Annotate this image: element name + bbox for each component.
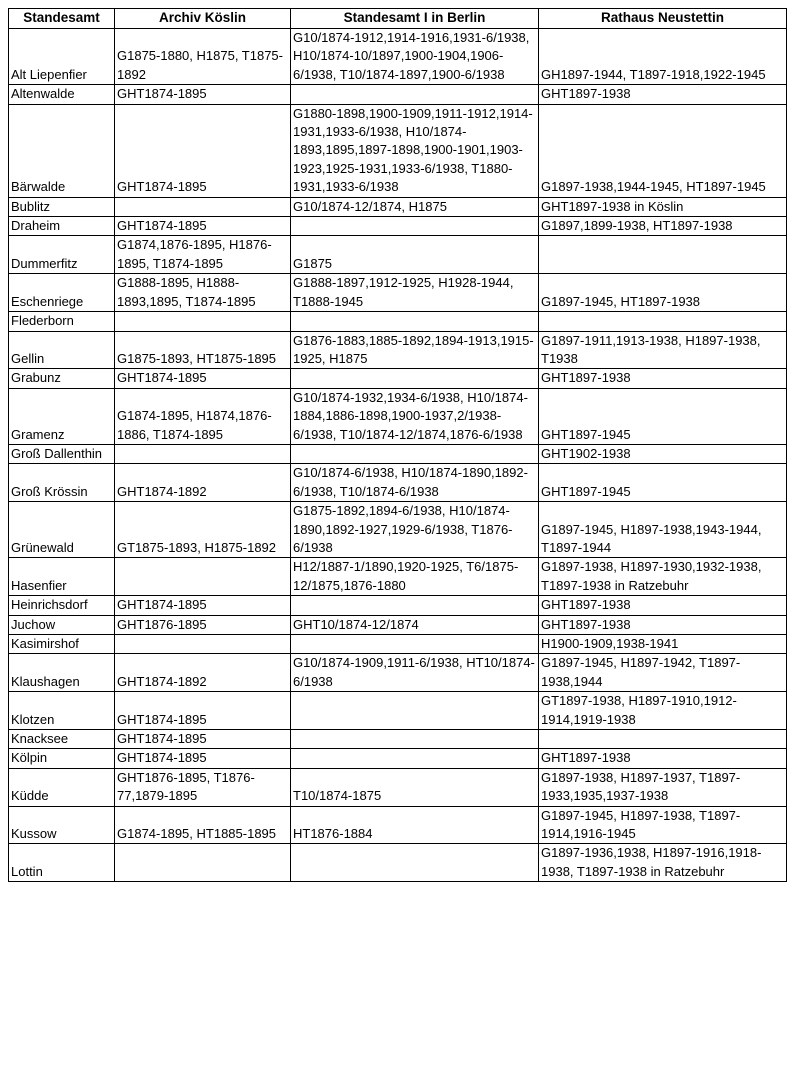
cell-standesamt-berlin: G10/1874-1909,1911-6/1938, HT10/1874-6/1938 (291, 654, 539, 692)
cell-archiv-koeslin: GHT1874-1895 (115, 749, 291, 768)
cell-rathaus-neustettin: G1897-1938, H1897-1930,1932-1938, T1897-1938 in Ratzebuhr (539, 558, 787, 596)
table-row (9, 558, 787, 596)
cell-standesamt-berlin (291, 692, 539, 730)
table-row (9, 85, 787, 104)
cell-standesamt-berlin (291, 596, 539, 615)
cell-rathaus-neustettin: GHT1897-1938 (539, 596, 787, 615)
cell-standesamt-berlin: G10/1874-12/1874, H1875 (291, 197, 539, 216)
table-row (9, 274, 787, 312)
cell-rathaus-neustettin (539, 730, 787, 749)
table-row (9, 104, 787, 197)
cell-standesamt: Küdde (9, 768, 115, 806)
table-row (9, 236, 787, 274)
civil-registry-table (8, 8, 787, 882)
cell-rathaus-neustettin: GHT1902-1938 (539, 444, 787, 463)
cell-standesamt: Groß Dallenthin (9, 444, 115, 463)
cell-standesamt-berlin: G1880-1898,1900-1909,1911-1912,1914-1931,1933-6/1938, H10/1874-1893,1895,1897-1898,1900-1901,1903-1923,1925-1931,1933-6/1938, T1880-1931,1933-6/1938 (291, 104, 539, 197)
cell-standesamt-berlin: G10/1874-6/1938, H10/1874-1890,1892-6/1938, T10/1874-6/1938 (291, 464, 539, 502)
table-row (9, 806, 787, 844)
cell-standesamt-berlin: G10/1874-1932,1934-6/1938, H10/1874-1884,1886-1898,1900-1937,2/1938-6/1938, T10/1874-12/1874,1876-6/1938 (291, 388, 539, 444)
table-row (9, 217, 787, 236)
cell-standesamt-berlin: G10/1874-1912,1914-1916,1931-6/1938, H10/1874-10/1897,1900-1904,1906-6/1938, T10/1874-1897,1900-6/1938 (291, 29, 539, 85)
table-row (9, 312, 787, 331)
cell-standesamt-berlin (291, 85, 539, 104)
cell-archiv-koeslin (115, 558, 291, 596)
table-row (9, 197, 787, 216)
cell-rathaus-neustettin: GH1897-1944, T1897-1918,1922-1945 (539, 29, 787, 85)
cell-standesamt: Dummerfitz (9, 236, 115, 274)
cell-archiv-koeslin: G1874,1876-1895, H1876-1895, T1874-1895 (115, 236, 291, 274)
cell-rathaus-neustettin: G1897,1899-1938, HT1897-1938 (539, 217, 787, 236)
cell-rathaus-neustettin: GHT1897-1938 (539, 615, 787, 634)
cell-standesamt: Knacksee (9, 730, 115, 749)
table-body (9, 29, 787, 882)
cell-standesamt-berlin (291, 844, 539, 882)
cell-standesamt: Grabunz (9, 369, 115, 388)
cell-archiv-koeslin (115, 197, 291, 216)
cell-standesamt: Kasimirshof (9, 635, 115, 654)
cell-archiv-koeslin: GHT1874-1895 (115, 369, 291, 388)
table-row (9, 768, 787, 806)
cell-archiv-koeslin: GHT1874-1895 (115, 596, 291, 615)
table-row (9, 749, 787, 768)
cell-rathaus-neustettin: G1897-1945, H1897-1938, T1897-1914,1916-1945 (539, 806, 787, 844)
cell-standesamt: Lottin (9, 844, 115, 882)
cell-rathaus-neustettin: G1897-1938,1944-1945, HT1897-1945 (539, 104, 787, 197)
cell-rathaus-neustettin: G1897-1936,1938, H1897-1916,1918-1938, T1897-1938 in Ratzebuhr (539, 844, 787, 882)
cell-rathaus-neustettin: GHT1897-1938 in Köslin (539, 197, 787, 216)
cell-standesamt-berlin: G1876-1883,1885-1892,1894-1913,1915-1925, H1875 (291, 331, 539, 369)
cell-archiv-koeslin: GHT1874-1892 (115, 464, 291, 502)
cell-standesamt: Klotzen (9, 692, 115, 730)
cell-archiv-koeslin: G1888-1895, H1888-1893,1895, T1874-1895 (115, 274, 291, 312)
cell-standesamt-berlin (291, 749, 539, 768)
cell-archiv-koeslin (115, 844, 291, 882)
cell-standesamt: Klaushagen (9, 654, 115, 692)
cell-standesamt: Alt Liepenfier (9, 29, 115, 85)
header-standesamt-berlin: Standesamt I in Berlin (291, 9, 539, 29)
cell-standesamt: Heinrichsdorf (9, 596, 115, 615)
cell-standesamt-berlin (291, 369, 539, 388)
table-row (9, 444, 787, 463)
cell-rathaus-neustettin: G1897-1938, H1897-1937, T1897-1933,1935,1937-1938 (539, 768, 787, 806)
cell-standesamt-berlin: HT1876-1884 (291, 806, 539, 844)
cell-standesamt: Bärwalde (9, 104, 115, 197)
cell-standesamt: Kussow (9, 806, 115, 844)
cell-archiv-koeslin (115, 444, 291, 463)
cell-standesamt-berlin: G1888-1897,1912-1925, H1928-1944, T1888-1945 (291, 274, 539, 312)
cell-archiv-koeslin: G1874-1895, H1874,1876-1886, T1874-1895 (115, 388, 291, 444)
table-header (9, 9, 787, 29)
cell-rathaus-neustettin: G1897-1945, H1897-1942, T1897-1938,1944 (539, 654, 787, 692)
cell-standesamt-berlin: G1875-1892,1894-6/1938, H10/1874-1890,1892-1927,1929-6/1938, T1876-6/1938 (291, 502, 539, 558)
cell-rathaus-neustettin: GHT1897-1945 (539, 464, 787, 502)
header-rathaus-neustettin: Rathaus Neustettin (539, 9, 787, 29)
table-row (9, 844, 787, 882)
cell-archiv-koeslin: G1874-1895, HT1885-1895 (115, 806, 291, 844)
cell-standesamt-berlin (291, 217, 539, 236)
cell-archiv-koeslin: GHT1874-1895 (115, 730, 291, 749)
cell-archiv-koeslin (115, 635, 291, 654)
header-standesamt: Standesamt (9, 9, 115, 29)
header-archiv-koeslin: Archiv Köslin (115, 9, 291, 29)
table-row (9, 369, 787, 388)
table-row (9, 692, 787, 730)
table-row (9, 596, 787, 615)
table-row (9, 502, 787, 558)
table-row (9, 730, 787, 749)
cell-standesamt-berlin (291, 730, 539, 749)
cell-standesamt: Bublitz (9, 197, 115, 216)
cell-standesamt: Kölpin (9, 749, 115, 768)
cell-standesamt-berlin: H12/1887-1/1890,1920-1925, T6/1875-12/1875,1876-1880 (291, 558, 539, 596)
cell-archiv-koeslin: GHT1874-1895 (115, 85, 291, 104)
cell-archiv-koeslin: G1875-1893, HT1875-1895 (115, 331, 291, 369)
cell-rathaus-neustettin: H1900-1909,1938-1941 (539, 635, 787, 654)
table-row (9, 29, 787, 85)
table-row (9, 388, 787, 444)
cell-standesamt: Groß Krössin (9, 464, 115, 502)
cell-archiv-koeslin: GHT1876-1895, T1876-77,1879-1895 (115, 768, 291, 806)
cell-archiv-koeslin: G1875-1880, H1875, T1875-1892 (115, 29, 291, 85)
cell-rathaus-neustettin: G1897-1911,1913-1938, H1897-1938, T1938 (539, 331, 787, 369)
cell-archiv-koeslin: GT1875-1893, H1875-1892 (115, 502, 291, 558)
cell-rathaus-neustettin: GHT1897-1938 (539, 85, 787, 104)
cell-archiv-koeslin: GHT1874-1895 (115, 217, 291, 236)
cell-standesamt: Juchow (9, 615, 115, 634)
cell-rathaus-neustettin: GHT1897-1938 (539, 369, 787, 388)
cell-rathaus-neustettin (539, 236, 787, 274)
cell-archiv-koeslin: GHT1874-1892 (115, 654, 291, 692)
cell-archiv-koeslin: GHT1874-1895 (115, 692, 291, 730)
cell-standesamt-berlin: G1875 (291, 236, 539, 274)
table-row (9, 615, 787, 634)
cell-standesamt: Hasenfier (9, 558, 115, 596)
cell-archiv-koeslin (115, 312, 291, 331)
cell-standesamt-berlin: GHT10/1874-12/1874 (291, 615, 539, 634)
cell-standesamt-berlin (291, 312, 539, 331)
cell-rathaus-neustettin: G1897-1945, H1897-1938,1943-1944, T1897-1944 (539, 502, 787, 558)
cell-rathaus-neustettin (539, 312, 787, 331)
cell-rathaus-neustettin: GHT1897-1938 (539, 749, 787, 768)
cell-rathaus-neustettin: GHT1897-1945 (539, 388, 787, 444)
cell-archiv-koeslin: GHT1876-1895 (115, 615, 291, 634)
cell-standesamt: Draheim (9, 217, 115, 236)
cell-standesamt: Gellin (9, 331, 115, 369)
cell-standesamt-berlin: T10/1874-1875 (291, 768, 539, 806)
cell-standesamt: Altenwalde (9, 85, 115, 104)
cell-standesamt: Flederborn (9, 312, 115, 331)
cell-standesamt-berlin (291, 635, 539, 654)
table-row (9, 464, 787, 502)
cell-standesamt: Gramenz (9, 388, 115, 444)
cell-standesamt: Grünewald (9, 502, 115, 558)
cell-archiv-koeslin: GHT1874-1895 (115, 104, 291, 197)
cell-rathaus-neustettin: GT1897-1938, H1897-1910,1912-1914,1919-1938 (539, 692, 787, 730)
table-row (9, 635, 787, 654)
cell-standesamt-berlin (291, 444, 539, 463)
table-row (9, 331, 787, 369)
cell-standesamt: Eschenriege (9, 274, 115, 312)
header-row (9, 9, 787, 29)
cell-rathaus-neustettin: G1897-1945, HT1897-1938 (539, 274, 787, 312)
table-row (9, 654, 787, 692)
